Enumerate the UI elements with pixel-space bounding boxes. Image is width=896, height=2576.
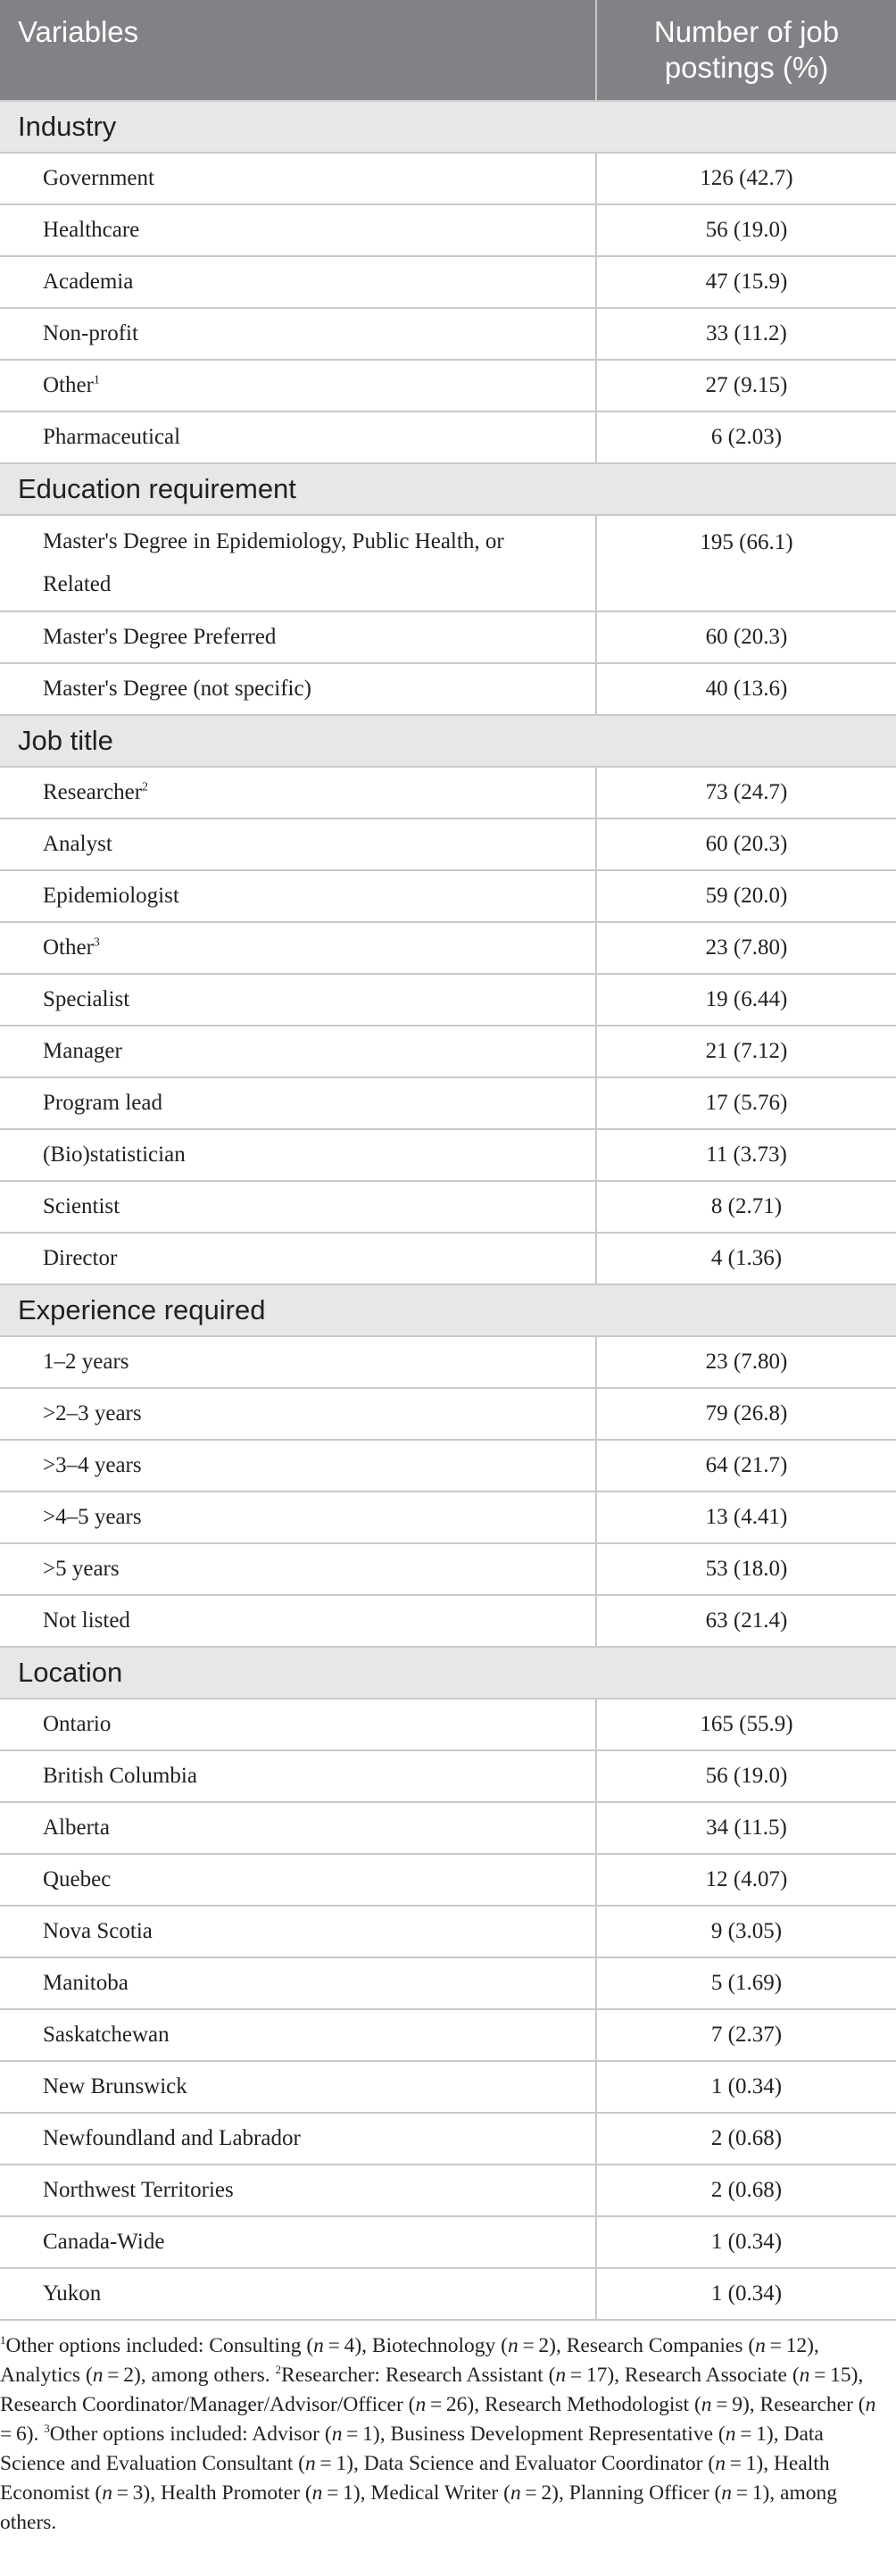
row-label: Master's Degree in Epidemiology, Public Health, or Related (43, 529, 504, 596)
row-label-cell (0, 663, 596, 715)
row-label: 1–2 years (43, 1350, 129, 1374)
row-value: 4 (1.36) (596, 1233, 896, 1284)
table-row (0, 2165, 896, 2216)
row-label: Newfoundland and Labrador (43, 2126, 301, 2150)
row-label-cell (0, 922, 596, 974)
table-row (0, 1388, 896, 1440)
table-row (0, 1699, 896, 1750)
table-row (0, 1026, 896, 1077)
row-value: 8 (2.71) (596, 1181, 896, 1233)
footnote-text: Other options included: Advisor (n = 1), Business Development Representative (n = 1), Data Science and Evaluation Consultant (n = 1), Data Science and Evaluator Coordinator (n = 1), Health Economist (n = 3), Health Promoter (n = 1), Medical Writer (n = 2), Planning Officer (n = 1), among others. (0, 2422, 837, 2534)
table-row (0, 922, 896, 974)
row-label-cell (0, 360, 596, 411)
header-line-1: Number of job (653, 15, 840, 48)
row-value: 17 (5.76) (596, 1077, 896, 1129)
footnote-marker: 2 (275, 2363, 282, 2377)
row-value: 12 (4.07) (596, 1854, 896, 1906)
table-row (0, 1440, 896, 1492)
row-label: Researcher (43, 780, 143, 804)
table-row (0, 2009, 896, 2061)
row-value: 21 (7.12) (596, 1026, 896, 1077)
row-label: >4–5 years (43, 1505, 142, 1529)
table-row (0, 2268, 896, 2320)
table-row (0, 870, 896, 922)
row-label: Other (43, 373, 94, 397)
table-row (0, 2113, 896, 2165)
row-value: 79 (26.8) (596, 1388, 896, 1440)
row-label-cell (0, 1957, 596, 2009)
row-value: 11 (3.73) (596, 1129, 896, 1181)
footnote-marker: 2 (142, 780, 149, 794)
table-row (0, 204, 896, 256)
row-label-cell (0, 1595, 596, 1647)
table-row (0, 1129, 896, 1181)
row-value: 59 (20.0) (596, 870, 896, 922)
row-label-cell (0, 1077, 596, 1129)
row-value: 195 (66.1) (596, 515, 896, 611)
row-label-cell (0, 256, 596, 308)
row-label: Program lead (43, 1091, 162, 1115)
row-value: 40 (13.6) (596, 663, 896, 715)
row-label-cell (0, 819, 596, 870)
section-row (0, 101, 896, 153)
row-value: 47 (15.9) (596, 256, 896, 308)
row-label-cell (0, 1026, 596, 1077)
section-title: Job title (0, 715, 896, 767)
row-value: 2 (0.68) (596, 2113, 896, 2165)
table-row (0, 360, 896, 411)
row-label-cell (0, 2061, 596, 2113)
row-label: >5 years (43, 1557, 120, 1581)
row-label-cell (0, 2165, 596, 2216)
footnote-text: Researcher: Research Assistant (n = 17), Research Associate (n = 15), Research Coordinator/Manager/Advisor/Officer (n = 26), Research Methodologist (n = 9), Researcher (n = 6). (0, 2364, 881, 2446)
table-footnotes (0, 2331, 884, 2538)
row-label-cell (0, 1181, 596, 1233)
table-row (0, 974, 896, 1026)
row-label-cell (0, 2268, 596, 2320)
row-label: (Bio)statistician (43, 1143, 186, 1167)
table-row (0, 1802, 896, 1854)
row-label: Director (43, 1246, 118, 1270)
table-row (0, 256, 896, 308)
table-row (0, 767, 896, 819)
row-label: Quebec (43, 1867, 112, 1891)
row-label-cell (0, 1492, 596, 1543)
row-label-cell (0, 1129, 596, 1181)
row-value: 1 (0.34) (596, 2268, 896, 2320)
row-value: 126 (42.7) (596, 153, 896, 204)
row-label-cell (0, 1336, 596, 1388)
row-label: Government (43, 166, 154, 190)
row-value: 6 (2.03) (596, 411, 896, 463)
header-line-2: postings (%) (664, 51, 829, 84)
row-value: 53 (18.0) (596, 1543, 896, 1595)
row-label-cell (0, 1388, 596, 1440)
row-label-cell (0, 1854, 596, 1906)
row-label-cell (0, 1543, 596, 1595)
footnote-marker: 3 (93, 935, 100, 950)
row-label: >2–3 years (43, 1401, 142, 1425)
table-row (0, 2061, 896, 2113)
row-label: Manitoba (43, 1971, 129, 1995)
table-row (0, 1854, 896, 1906)
row-label: Epidemiologist (43, 884, 179, 908)
row-label: Alberta (43, 1816, 110, 1840)
table-row (0, 1906, 896, 1957)
row-label: Master's Degree Preferred (43, 625, 277, 649)
row-value: 64 (21.7) (596, 1440, 896, 1492)
table-row (0, 1543, 896, 1595)
footnote-marker: 1 (93, 373, 100, 387)
table-row (0, 1957, 896, 2009)
row-label-cell (0, 153, 596, 204)
section-title: Experience required (0, 1284, 896, 1336)
row-label: Scientist (43, 1194, 120, 1218)
row-value: 56 (19.0) (596, 1750, 896, 1802)
row-value: 34 (11.5) (596, 1802, 896, 1854)
table-row (0, 1233, 896, 1284)
row-label: Other (43, 935, 94, 960)
row-value: 19 (6.44) (596, 974, 896, 1026)
row-value: 60 (20.3) (596, 611, 896, 663)
row-value: 9 (3.05) (596, 1906, 896, 1957)
table-row (0, 1492, 896, 1543)
row-label-cell (0, 611, 596, 663)
row-label: British Columbia (43, 1764, 197, 1788)
row-label: Saskatchewan (43, 2023, 170, 2047)
section-title: Location (0, 1647, 896, 1699)
row-value: 2 (0.68) (596, 2165, 896, 2216)
row-value: 23 (7.80) (596, 1336, 896, 1388)
section-row (0, 1647, 896, 1699)
section-title: Education requirement (0, 463, 896, 515)
row-label: Ontario (43, 1712, 112, 1736)
table-row (0, 2216, 896, 2268)
row-label-cell (0, 2009, 596, 2061)
table-row (0, 1750, 896, 1802)
row-label-cell (0, 1699, 596, 1750)
row-label-cell (0, 1233, 596, 1284)
row-value: 60 (20.3) (596, 819, 896, 870)
row-label-cell (0, 870, 596, 922)
row-value: 23 (7.80) (596, 922, 896, 974)
row-label: Academia (43, 270, 134, 294)
row-label: Not listed (43, 1608, 130, 1633)
row-label: Northwest Territories (43, 2178, 234, 2202)
row-label: >3–4 years (43, 1453, 142, 1477)
row-label: Master's Degree (not specific) (43, 677, 311, 701)
row-label: Pharmaceutical (43, 425, 181, 449)
row-value: 165 (55.9) (596, 1699, 896, 1750)
row-label-cell (0, 2113, 596, 2165)
row-label-cell (0, 974, 596, 1026)
table-row (0, 611, 896, 663)
row-label: Non-profit (43, 321, 138, 345)
table-row (0, 819, 896, 870)
table-row (0, 1181, 896, 1233)
table-body (0, 101, 896, 2320)
row-label: Manager (43, 1039, 122, 1063)
table-row (0, 663, 896, 715)
row-label: Analyst (43, 832, 112, 856)
row-value: 1 (0.34) (596, 2216, 896, 2268)
table-row (0, 1077, 896, 1129)
row-value: 5 (1.69) (596, 1957, 896, 2009)
row-value: 13 (4.41) (596, 1492, 896, 1543)
row-value: 27 (9.15) (596, 360, 896, 411)
row-label-cell (0, 515, 596, 611)
section-row (0, 463, 896, 515)
row-label: Canada-Wide (43, 2230, 165, 2254)
row-value: 1 (0.34) (596, 2061, 896, 2113)
table-row (0, 411, 896, 463)
header-number-of-job-postings (596, 0, 896, 101)
row-value: 33 (11.2) (596, 308, 896, 360)
row-label-cell (0, 1802, 596, 1854)
row-value: 63 (21.4) (596, 1595, 896, 1647)
footnote-marker: 3 (44, 2422, 50, 2436)
row-label-cell (0, 1906, 596, 1957)
table-row (0, 308, 896, 360)
row-label-cell (0, 1750, 596, 1802)
section-title: Industry (0, 101, 896, 153)
row-label-cell (0, 1440, 596, 1492)
row-label: Specialist (43, 987, 130, 1011)
section-row (0, 715, 896, 767)
row-value: 56 (19.0) (596, 204, 896, 256)
footnote-marker: 1 (0, 2333, 6, 2347)
row-value: 73 (24.7) (596, 767, 896, 819)
header-variables: Variables (0, 0, 596, 101)
table-row (0, 1336, 896, 1388)
section-row (0, 1284, 896, 1336)
row-label-cell (0, 204, 596, 256)
row-label: Healthcare (43, 218, 140, 242)
row-value: 7 (2.37) (596, 2009, 896, 2061)
row-label-cell (0, 411, 596, 463)
footnote-text: Other options included: Consulting (n = 4), Biotechnology (n = 2), Research Companies (n = 12), Analytics (n = 2), among others. (0, 2334, 819, 2387)
row-label: Yukon (43, 2281, 102, 2306)
table-header-row (0, 0, 896, 101)
table-row (0, 1595, 896, 1647)
table-row (0, 153, 896, 204)
row-label: New Brunswick (43, 2074, 187, 2098)
row-label: Nova Scotia (43, 1919, 153, 1943)
row-label-cell (0, 2216, 596, 2268)
row-label-cell (0, 767, 596, 819)
row-label-cell (0, 308, 596, 360)
table-row (0, 515, 896, 611)
